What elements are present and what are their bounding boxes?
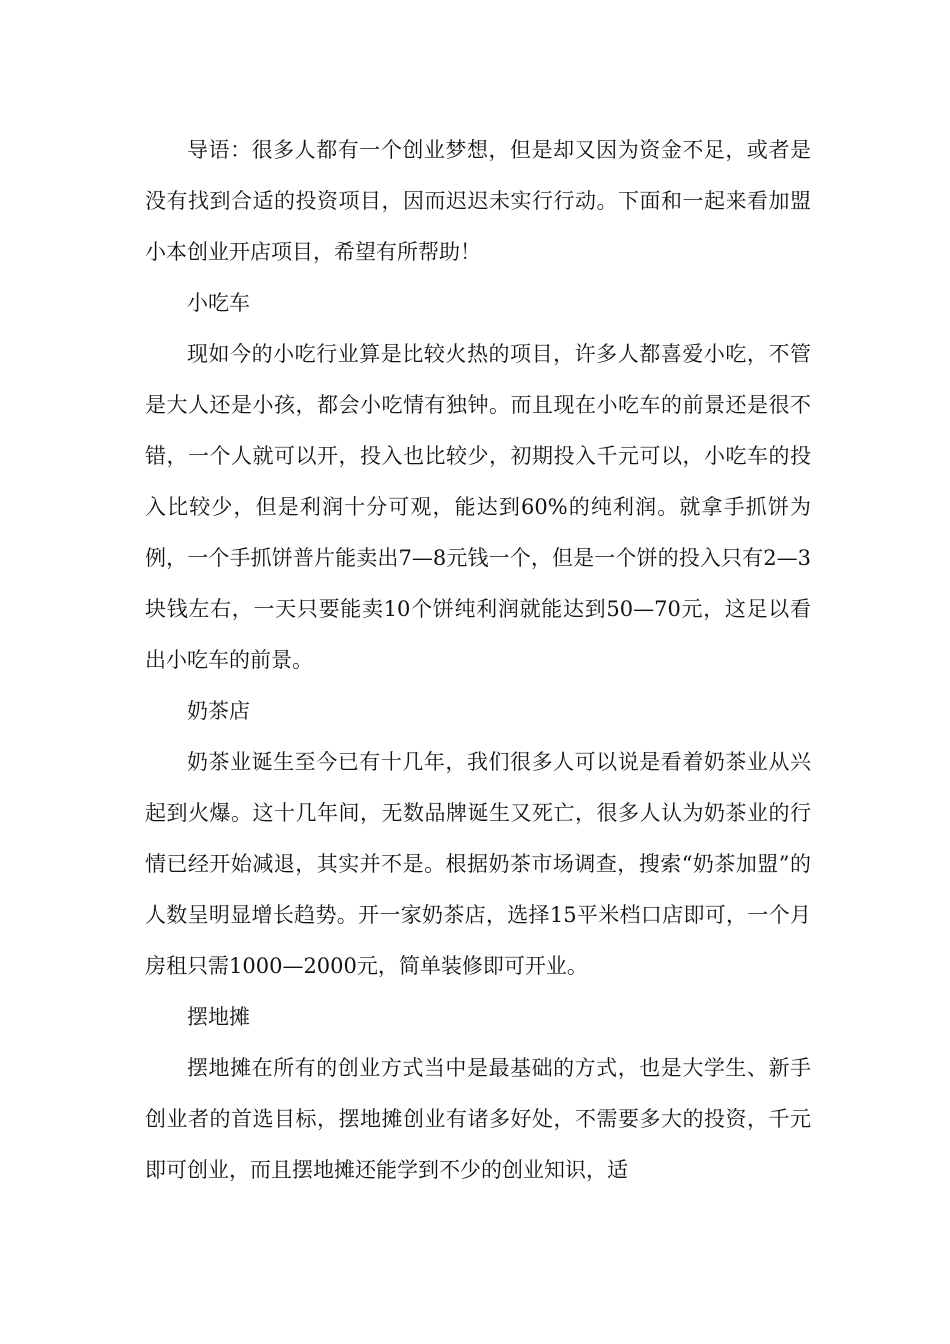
document-body: [145, 125, 811, 1196]
section-body-snack-cart: 现如今的小吃行业算是比较火热的项目，许多人都喜爱小吃，不管是大人还是小孩，都会小吃情有独钟。而且现在小吃车的前景还是很不错，一个人就可以开，投入也比较少，初期投入千元可以，小吃车的投入比较少，但是利润十分可观，能达到60%的纯利润。就拿手抓饼为例，一个手抓饼普片能卖出7—8元钱一个，但是一个饼的投入只有2—3块钱左右，一天只要能卖10个饼纯利润就能达到50—70元，这足以看出小吃车的前景。: [145, 342, 811, 672]
section-heading-snack-cart: 小吃车: [187, 291, 250, 315]
section-heading-street-stall: 摆地摊: [187, 1005, 250, 1029]
section-body-milk-tea-shop: 奶茶业诞生至今已有十几年，我们很多人可以说是看着奶茶业从兴起到火爆。这十几年间，无数品牌诞生又死亡，很多人认为奶茶业的行情已经开始减退，其实并不是。根据奶茶市场调查，搜索“奶茶加盟”的人数呈明显增长趋势。开一家奶茶店，选择15平米档口店即可，一个月房租只需1000—2000元，简单装修即可开业。: [145, 750, 811, 978]
section-body-street-stall: 摆地摊在所有的创业方式当中是最基础的方式，也是大学生、新手创业者的首选目标，摆地摊创业有诸多好处，不需要多大的投资，千元即可创业，而且摆地摊还能学到不少的创业知识，适: [145, 1056, 811, 1182]
section-heading-milk-tea-shop: 奶茶店: [187, 699, 250, 723]
intro-paragraph: 导语：很多人都有一个创业梦想，但是却又因为资金不足，或者是没有找到合适的投资项目，因而迟迟未实行行动。下面和一起来看加盟小本创业开店项目，希望有所帮助！: [145, 138, 811, 264]
